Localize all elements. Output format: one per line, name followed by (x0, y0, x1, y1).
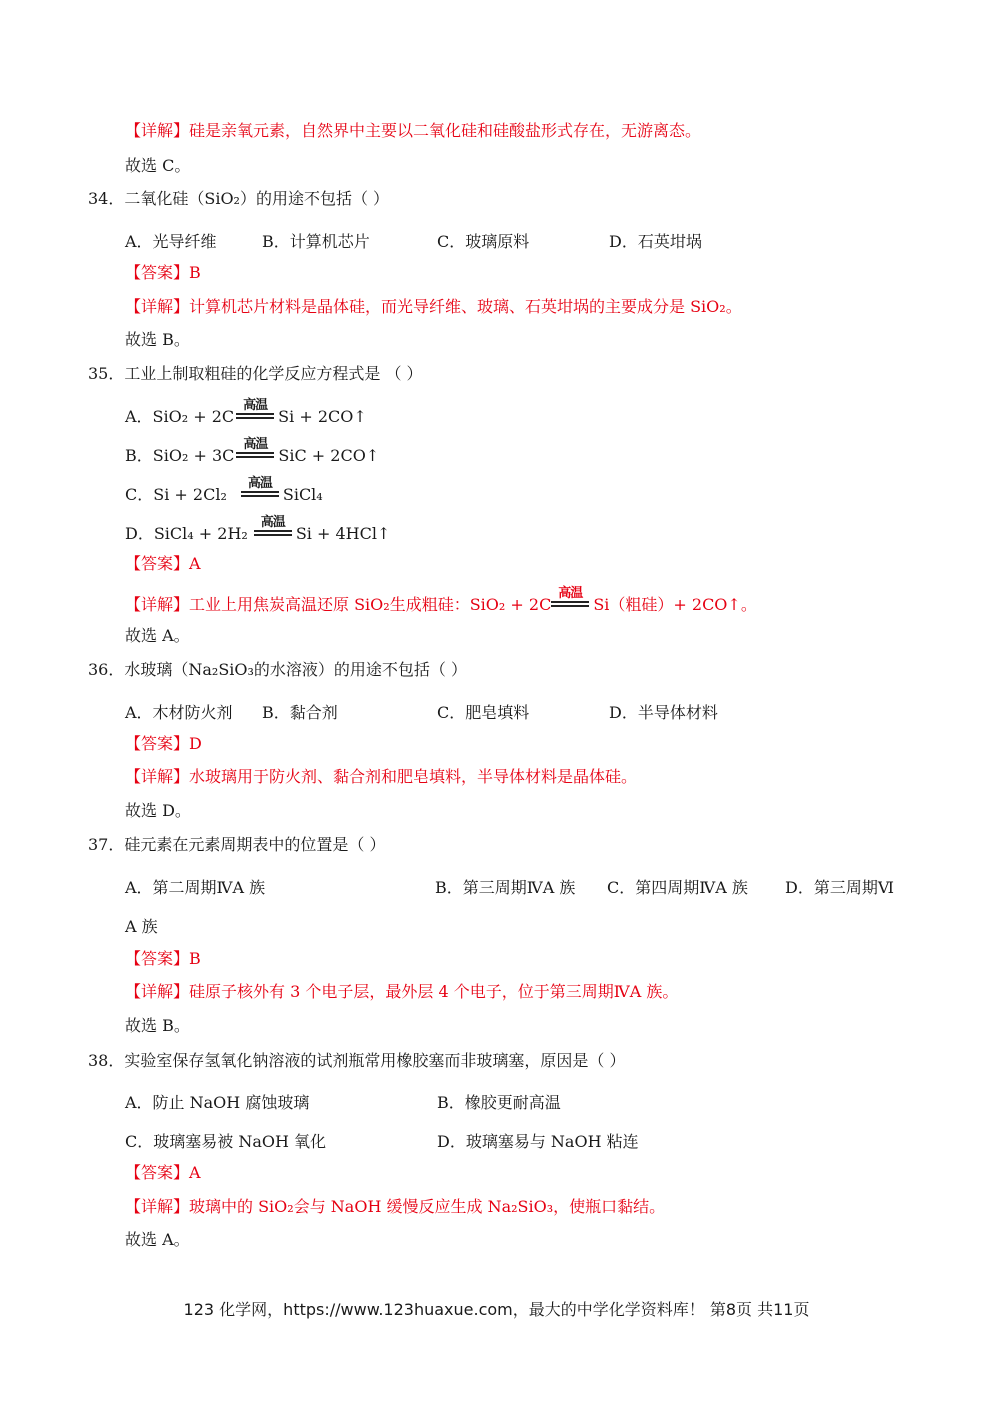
page-footer: 123 化学网，https://www.123huaxue.com，最大的中学化学资料库！ 第8页 共11页 (183, 1300, 810, 1319)
q34-option-d: D．石英坩埚 (609, 232, 702, 251)
q34-option-b: B．计算机芯片 (262, 232, 370, 251)
q35-stem: 35．工业上制取粗硅的化学反应方程式是 （ ） (88, 364, 423, 383)
q38-answer: 【答案】A (125, 1163, 201, 1182)
q35-option-b-left: B．SiO₂ + 3C (125, 446, 235, 465)
q35-detail (125, 586, 757, 617)
reaction-condition-mark: 高温 (254, 519, 292, 541)
q37-option-d-continued: A 族 (125, 917, 158, 936)
q35-choose: 故选 A。 (125, 626, 190, 645)
q37-stem: 37．硅元素在元素周期表中的位置是（ ） (88, 835, 386, 854)
q36-stem: 36．水玻璃（Na₂SiO₃的水溶液）的用途不包括（ ） (88, 660, 468, 679)
q35-option-d (125, 515, 391, 546)
q37-answer: 【答案】B (125, 949, 201, 968)
q33-detail: 【详解】硅是亲氧元素，自然界中主要以二氧化硅和硅酸盐形式存在，无游离态。 (125, 121, 702, 140)
q35-option-a-left: A．SiO₂ + 2C (125, 407, 235, 426)
q35-option-d-left: D．SiCl₄ + 2H₂ (125, 524, 248, 543)
q35-detail-left: 【详解】工业上用焦炭高温还原 SiO₂生成粗硅：SiO₂ + 2C (125, 595, 552, 614)
q35-option-c-left: C．Si + 2Cl₂ (125, 485, 227, 504)
q35-detail-right: Si（粗硅）+ 2CO↑。 (593, 595, 757, 614)
q34-choose: 故选 B。 (125, 330, 190, 349)
q38-option-a: A．防止 NaOH 腐蚀玻璃 (125, 1093, 310, 1112)
q37-option-a: A．第二周期ⅣA 族 (125, 878, 266, 897)
q38-stem: 38．实验室保存氢氧化钠溶液的试剂瓶常用橡胶塞而非玻璃塞，原因是（ ） (88, 1051, 626, 1070)
q36-option-b: B．黏合剂 (262, 703, 338, 722)
q37-option-b: B．第三周期ⅣA 族 (435, 878, 576, 897)
q38-detail: 【详解】玻璃中的 SiO₂会与 NaOH 缓慢反应生成 Na₂SiO₃，使瓶口黏结。 (125, 1197, 666, 1216)
q36-detail: 【详解】水玻璃用于防火剂、黏合剂和肥皂填料，半导体材料是晶体硅。 (125, 767, 638, 786)
q33-choose: 故选 C。 (125, 156, 191, 175)
reaction-condition-mark: 高温 (551, 590, 589, 612)
q34-answer: 【答案】B (125, 263, 201, 282)
q34-option-a: A．光导纤维 (125, 232, 217, 251)
q38-option-d: D．玻璃塞易与 NaOH 粘连 (437, 1132, 639, 1151)
q36-option-c: C．肥皂填料 (437, 703, 530, 722)
q35-option-d-right: Si + 4HCl↑ (295, 524, 391, 543)
q37-choose: 故选 B。 (125, 1016, 190, 1035)
q37-detail: 【详解】硅原子核外有 3 个电子层，最外层 4 个电子，位于第三周期ⅣA 族。 (125, 982, 679, 1001)
q36-answer: 【答案】D (125, 734, 202, 753)
q36-choose: 故选 D。 (125, 801, 191, 820)
q38-choose: 故选 A。 (125, 1230, 190, 1249)
q35-option-c (125, 476, 323, 507)
reaction-condition-mark: 高温 (236, 402, 274, 424)
q35-option-a-right: Si + 2CO↑ (278, 407, 367, 426)
q35-option-b-right: SiC + 2CO↑ (278, 446, 380, 465)
q37-option-c: C．第四周期ⅣA 族 (607, 878, 748, 897)
q35-option-c-right: SiCl₄ (282, 485, 323, 504)
q38-option-c: C．玻璃塞易被 NaOH 氧化 (125, 1132, 327, 1151)
q34-stem: 34．二氧化硅（SiO₂）的用途不包括（ ） (88, 189, 390, 208)
q35-option-a (125, 398, 367, 429)
q37-option-d: D．第三周期Ⅵ (785, 878, 894, 897)
reaction-condition-mark: 高温 (241, 480, 279, 502)
q34-detail: 【详解】计算机芯片材料是晶体硅，而光导纤维、玻璃、石英坩埚的主要成分是 SiO₂。 (125, 297, 742, 316)
q35-answer: 【答案】A (125, 554, 201, 573)
q38-option-b: B．橡胶更耐高温 (437, 1093, 561, 1112)
q36-option-d: D．半导体材料 (609, 703, 718, 722)
q35-option-b (125, 437, 380, 468)
reaction-condition-mark: 高温 (236, 441, 274, 463)
q34-option-c: C．玻璃原料 (437, 232, 530, 251)
q36-option-a: A．木材防火剂 (125, 703, 233, 722)
